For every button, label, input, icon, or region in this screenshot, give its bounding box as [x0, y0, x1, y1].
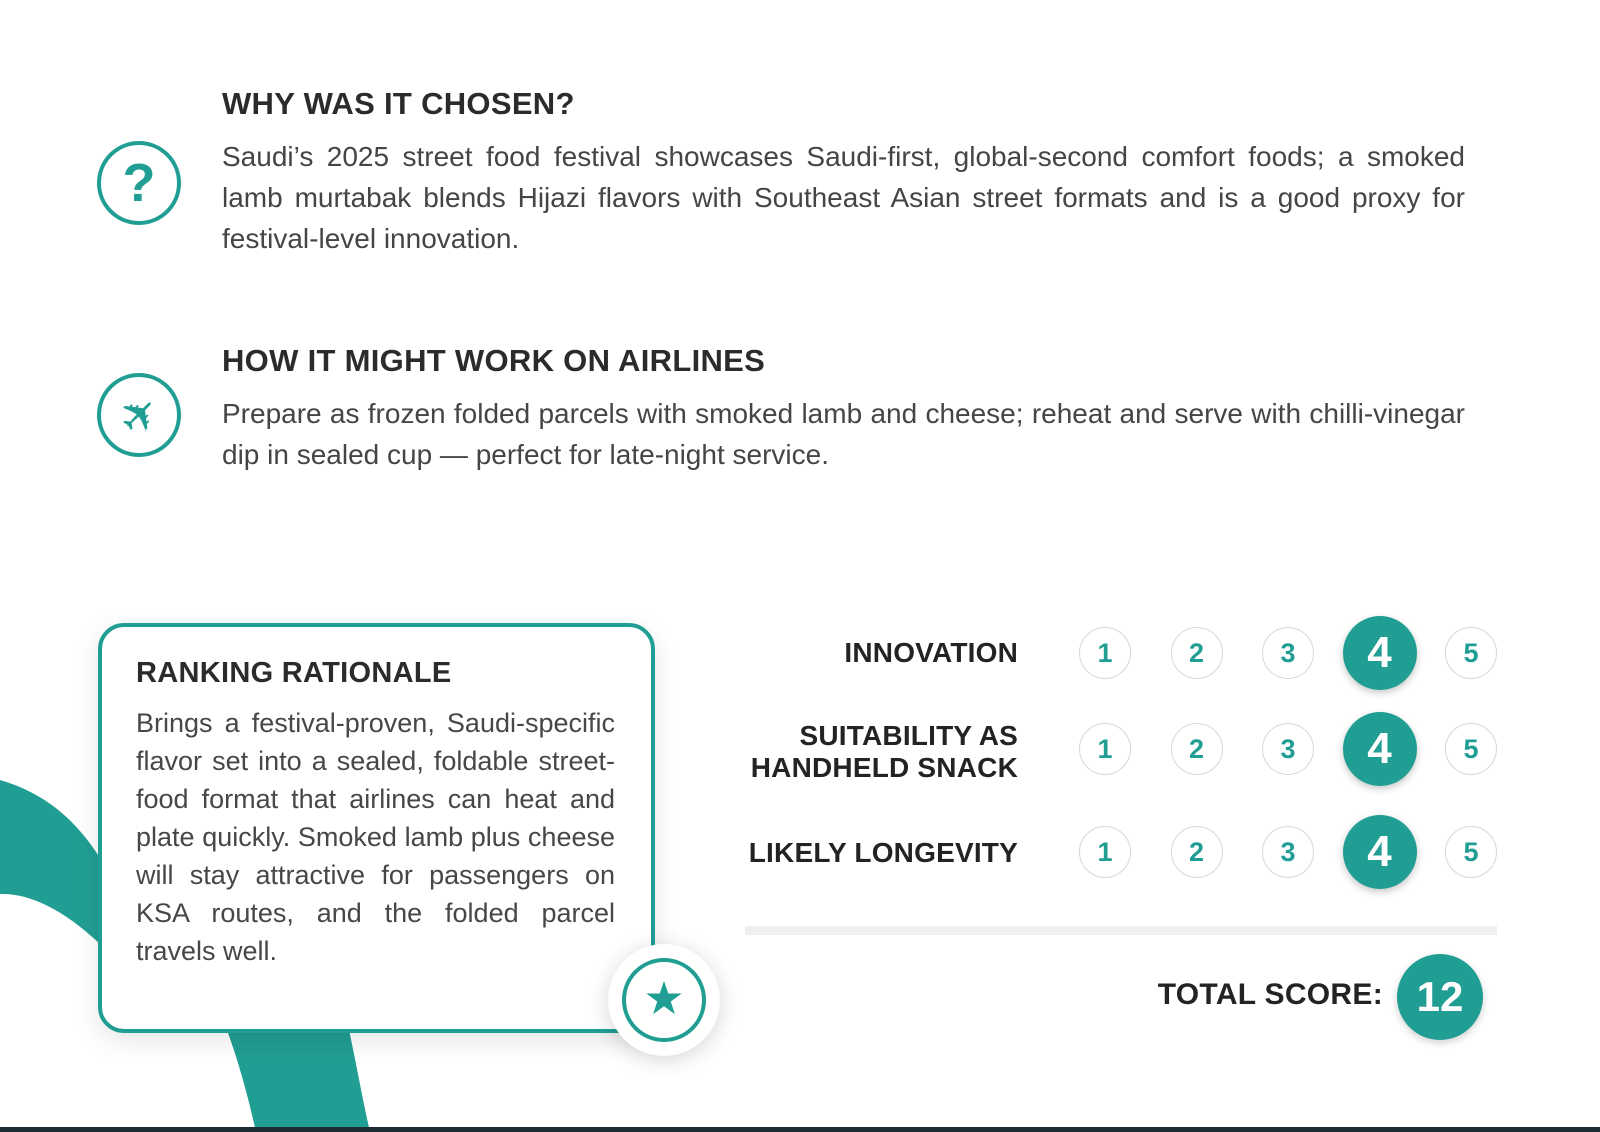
- rating-circle-selected[interactable]: 4: [1343, 815, 1417, 889]
- rating-circle[interactable]: 1: [1079, 627, 1131, 679]
- rating-label-longevity: LIKELY LONGEVITY: [748, 837, 1018, 868]
- rating-circle[interactable]: 3: [1262, 826, 1314, 878]
- ranking-rationale-body: Brings a festival-proven, Saudi-specific flavor set into a sealed, foldable street-food format that airlines can heat and plate quickly. Smoked lamb plus cheese will stay attractive for passengers on KSA routes, and the folded parcel travels well.: [136, 708, 615, 966]
- section-title-airlines: HOW IT MIGHT WORK ON AIRLINES: [222, 343, 766, 378]
- question-mark-glyph: ?: [122, 153, 156, 213]
- airplane-glyph: ✈: [106, 382, 172, 448]
- rating-circle[interactable]: 2: [1171, 627, 1223, 679]
- rating-circle[interactable]: 5: [1445, 723, 1497, 775]
- rating-circle[interactable]: 5: [1445, 627, 1497, 679]
- rating-circle-selected[interactable]: 4: [1343, 616, 1417, 690]
- question-icon: [97, 141, 181, 225]
- total-score-badge: [1397, 954, 1483, 1040]
- rating-circle[interactable]: 1: [1079, 826, 1131, 878]
- total-score-value: 12: [1416, 973, 1464, 1020]
- bottom-border-bar: [0, 1127, 1600, 1132]
- rating-label-suitability: SUITABILITY AS HANDHELD SNACK: [750, 720, 1018, 783]
- ranking-rationale-title: RANKING RATIONALE: [136, 657, 452, 689]
- rating-circle-selected[interactable]: 4: [1343, 712, 1417, 786]
- divider: [745, 926, 1497, 935]
- rating-row-longevity: [1068, 813, 1508, 891]
- rating-circle[interactable]: 3: [1262, 627, 1314, 679]
- star-badge: [608, 944, 720, 1056]
- rating-circle[interactable]: 2: [1171, 723, 1223, 775]
- rating-circle[interactable]: 5: [1445, 826, 1497, 878]
- rating-label-innovation: INNOVATION: [844, 637, 1018, 668]
- star-ring: [622, 958, 706, 1042]
- rating-circle[interactable]: 3: [1262, 723, 1314, 775]
- section-body-airlines: Prepare as frozen folded parcels with smoked lamb and cheese; reheat and serve with chilli-vinegar dip in sealed cup — perfect for late-night service.: [222, 398, 1465, 470]
- section-title-why-chosen: WHY WAS IT CHOSEN?: [222, 86, 575, 121]
- ranking-rationale-card: [98, 623, 655, 1033]
- airplane-icon: [97, 373, 181, 457]
- star-icon: ★: [643, 972, 685, 1024]
- rating-circle[interactable]: 1: [1079, 723, 1131, 775]
- total-score-label: TOTAL SCORE:: [1157, 978, 1383, 1011]
- section-body-why-chosen: Saudi’s 2025 street food festival showcases Saudi-first, global-second comfort foods; a smoked lamb murtabak blends Hijazi flavors with Southeast Asian street formats and is a good proxy for festival-level innovation.: [222, 141, 1465, 254]
- rating-row-suitability: [1068, 710, 1508, 788]
- rating-circle[interactable]: 2: [1171, 826, 1223, 878]
- rating-row-innovation: [1068, 614, 1508, 692]
